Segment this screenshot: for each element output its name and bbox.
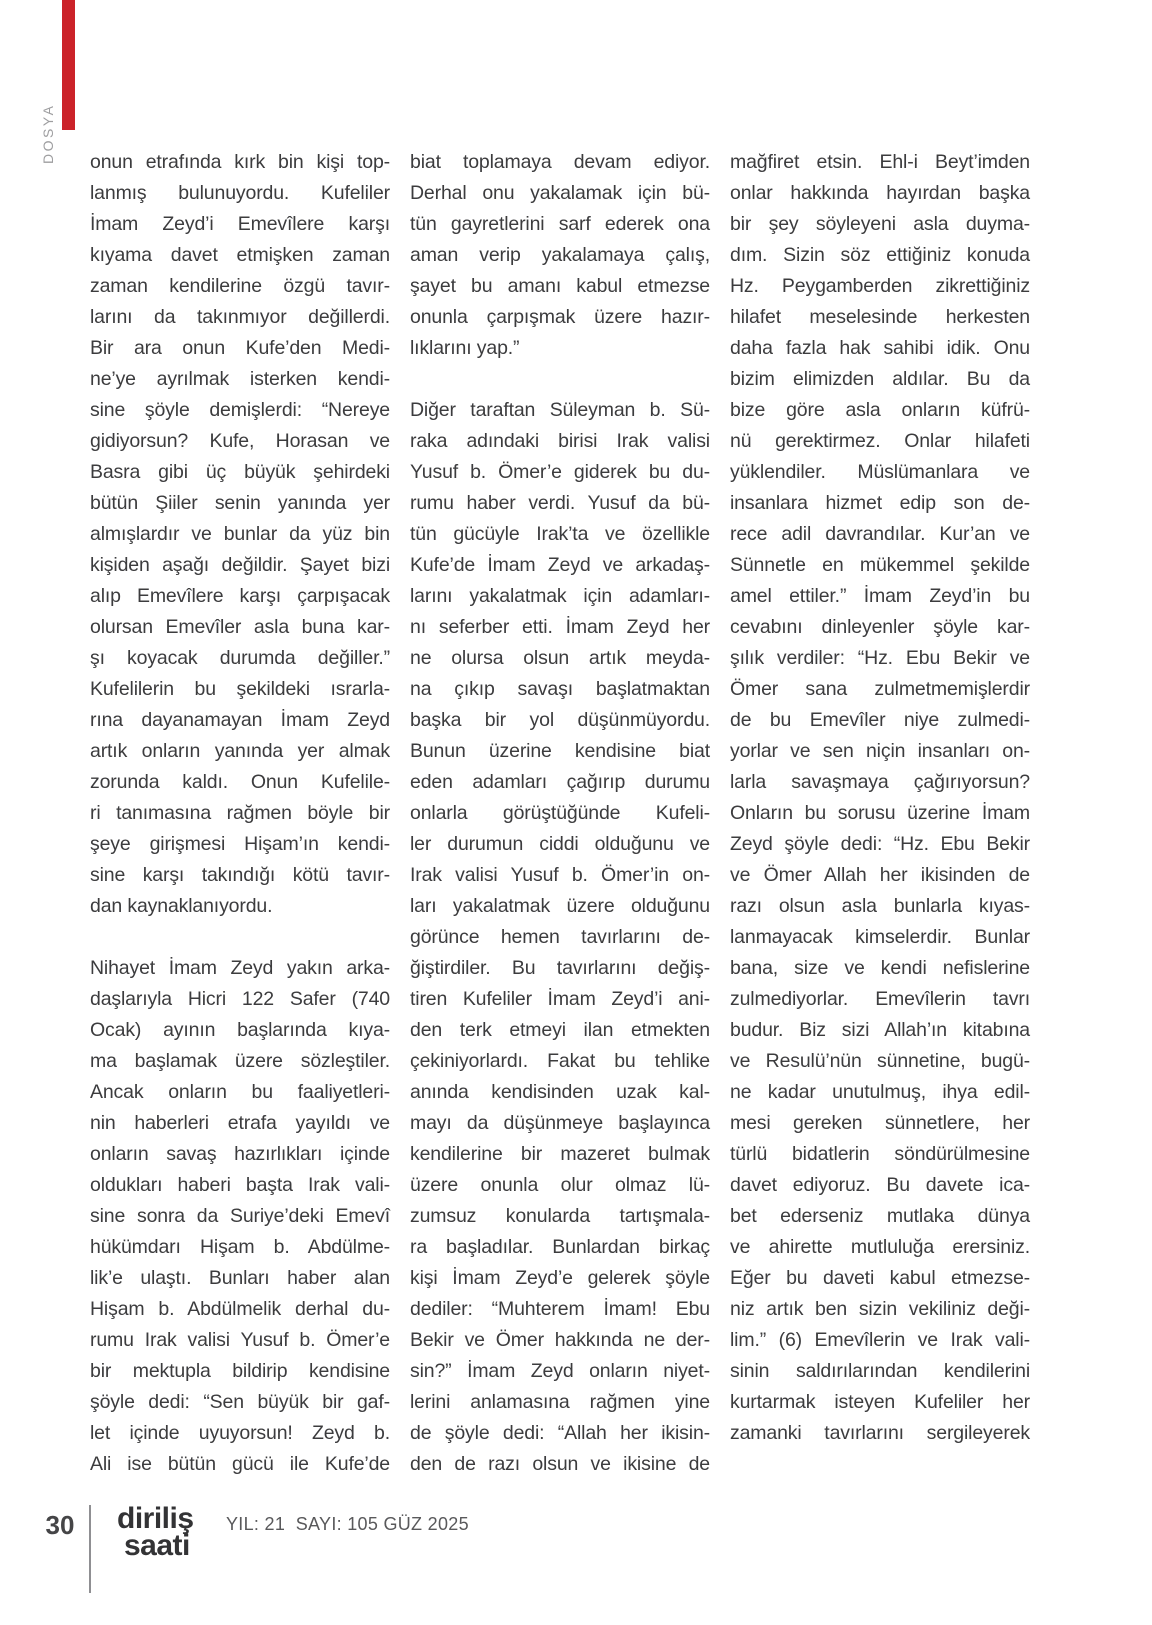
issue-info: YIL: 21 SAYI: 105 GÜZ 2025 <box>226 1514 469 1534</box>
text-line: Kufelilerin bu şekildeki ısrarla- <box>90 678 390 700</box>
text-line: nı seferber etti. İmam Zeyd her <box>410 616 710 638</box>
text-line: onlar hakkında hayırdan başka <box>730 182 1030 204</box>
text-line: hilafet meselesinde herkesten <box>730 306 1030 328</box>
text-line: zaman kendilerine özgü tavır- <box>90 275 390 297</box>
paragraph <box>410 395 710 1480</box>
text-line: larını yakalatmak için adamları- <box>410 585 710 607</box>
text-line: türlü bidatlerin söndürülmesine <box>730 1143 1030 1165</box>
text-line: den terk etmeyi ilan etmekten <box>410 1019 710 1041</box>
text-line: almışlardır ve bunlar da yüz bin <box>90 523 390 545</box>
text-line: bet ederseniz mutlaka dünya <box>730 1205 1030 1227</box>
text-line: anında kendisinden uzak kal- <box>410 1081 710 1103</box>
text-line: onunla çarpışmak üzere hazır- <box>410 306 710 328</box>
text-line: Kufe’de İmam Zeyd ve arkadaş- <box>410 554 710 576</box>
paragraph <box>730 147 1030 1449</box>
text-line: aman verip yakalamaya çalış, <box>410 244 710 266</box>
text-line: daha fazla hak sahibi idik. Onu <box>730 337 1030 359</box>
text-line: ğiştirdiler. Bu tavırlarını değiş- <box>410 957 710 979</box>
text-line: kurtarmak isteyen Kufeliler her <box>730 1391 1030 1413</box>
text-line: bütün Şiiler senin yanında yer <box>90 492 390 514</box>
text-line: de şöyle dedi: “Allah her ikisin- <box>410 1422 710 1444</box>
text-line: budur. Biz sizi Allah’ın kitabına <box>730 1019 1030 1041</box>
text-line: eden adamları çağırıp durumu <box>410 771 710 793</box>
text-line: Zeyd şöyle dedi: “Hz. Ebu Bekir <box>730 833 1030 855</box>
paragraph <box>410 147 710 364</box>
text-line: şöyle dedi: “Sen büyük bir gaf- <box>90 1391 390 1413</box>
text-line: Ancak onların bu faaliyetleri- <box>90 1081 390 1103</box>
text-line: Ocak) ayının başlarında kıya- <box>90 1019 390 1041</box>
text-line: nin haberleri etrafa yayıldı ve <box>90 1112 390 1134</box>
text-line: razı olsun asla bunlarla kıyas- <box>730 895 1030 917</box>
text-line: bir şey söyleyeni asla duyma- <box>730 213 1030 235</box>
text-line: bana, size ve kendi nefislerine <box>730 957 1030 979</box>
text-line: sine karşı takındığı kötü tavır- <box>90 864 390 886</box>
text-line: şeye girişmesi Hişam’ın kendi- <box>90 833 390 855</box>
text-line: sine şöyle demişlerdi: “Nereye <box>90 399 390 421</box>
text-line: daşlarıyla Hicri 122 Safer (740 <box>90 988 390 1010</box>
text-line: de bu Emevîler niye zulmedi- <box>730 709 1030 731</box>
text-line: ri tanımasına rağmen böyle bir <box>90 802 390 824</box>
magazine-logo-line1: diriliş <box>117 1502 194 1535</box>
text-line: Diğer taraftan Süleyman b. Sü- <box>410 399 710 421</box>
text-line: Irak valisi Yusuf b. Ömer’in on- <box>410 864 710 886</box>
text-line: şılık verdiler: “Hz. Ebu Bekir ve <box>730 647 1030 669</box>
paragraph <box>90 147 390 922</box>
text-line: çekiniyorlardı. Fakat bu tehlike <box>410 1050 710 1072</box>
text-line: lanmış bulunuyordu. Kufeliler <box>90 182 390 204</box>
text-line: zumsuz konularda tartışmala- <box>410 1205 710 1227</box>
text-line: onlarla görüştüğünde Kufeli- <box>410 802 710 824</box>
text-line: dım. Sizin söz ettiğiniz konuda <box>730 244 1030 266</box>
text-line: lıklarını yap.” <box>410 337 520 359</box>
text-line: tün gayretlerini sarf ederek ona <box>410 213 710 235</box>
text-line: Derhal onu yakalamak için bü- <box>410 182 710 204</box>
text-line: nü gerektirmez. Onlar hilafeti <box>730 430 1030 452</box>
text-line: Sünnetle en mükemmel şekilde <box>730 554 1030 576</box>
text-line: ne’ye ayrılmak isterken kendi- <box>90 368 390 390</box>
text-line: raka adındaki birisi Irak valisi <box>410 430 710 452</box>
text-column-3 <box>730 147 1030 1449</box>
text-line: üzere onunla olur olmaz lü- <box>410 1174 710 1196</box>
text-line: na çıkıp savaşı başlatmaktan <box>410 678 710 700</box>
text-line: görünce hemen tavırlarını de- <box>410 926 710 948</box>
text-line: lerini anlamasına rağmen yine <box>410 1391 710 1413</box>
text-line: Eğer bu daveti kabul etmezse- <box>730 1267 1030 1289</box>
text-line: dan kaynaklanıyordu. <box>90 895 273 917</box>
text-line: zorunda kaldı. Onun Kufelile- <box>90 771 390 793</box>
text-line: hükümdarı Hişam b. Abdülme- <box>90 1236 390 1258</box>
text-line: Yusuf b. Ömer’e giderek bu du- <box>410 461 710 483</box>
text-line: oldukları haberi başta Irak vali- <box>90 1174 390 1196</box>
text-line: şayet bu amanı kabul etmezse <box>410 275 710 297</box>
text-line: gidiyorsun? Kufe, Horasan ve <box>90 430 390 452</box>
text-line: sine sonra da Suriye’deki Emevî <box>90 1205 390 1227</box>
text-line: Ömer sana zulmetmemişlerdir <box>730 678 1030 700</box>
text-line: rumu haber verdi. Yusuf da bü- <box>410 492 710 514</box>
text-line: ra başladılar. Bunlardan birkaç <box>410 1236 710 1258</box>
text-line: Bir ara onun Kufe’den Medi- <box>90 337 390 359</box>
text-line: lanmayacak kimselerdir. Bunlar <box>730 926 1030 948</box>
text-line: artık onların yanında yer almak <box>90 740 390 762</box>
text-line: zulmediyorlar. Emevîlerin tavrı <box>730 988 1030 1010</box>
text-line: İmam Zeyd’i Emevîlere karşı <box>90 213 390 235</box>
text-line: yorlar ve sen niçin insanları on- <box>730 740 1030 762</box>
text-line: kendilerine bir mazeret bulmak <box>410 1143 710 1165</box>
text-line: kişiden aşağı değildir. Şayet bizi <box>90 554 390 576</box>
magazine-logo <box>117 1502 194 1562</box>
text-line: lim.” (6) Emevîlerin ve Irak vali- <box>730 1329 1030 1351</box>
text-line: ne kadar unutulmuş, ihya edil- <box>730 1081 1030 1103</box>
text-line: Hz. Peygamberden zikrettiğiniz <box>730 275 1030 297</box>
text-line: Hişam b. Abdülmelik derhal du- <box>90 1298 390 1320</box>
text-line: olursan Emevîler asla buna kar- <box>90 616 390 638</box>
text-line: rına dayanamayan İmam Zeyd <box>90 709 390 731</box>
text-line: sin?” İmam Zeyd onların niyet- <box>410 1360 710 1382</box>
text-line: lik’e ulaştı. Bunları haber alan <box>90 1267 390 1289</box>
text-line: ne olursa olsun artık meyda- <box>410 647 710 669</box>
text-line: ler durumun ciddi olduğunu ve <box>410 833 710 855</box>
text-line: ve Ömer Allah her ikisinden de <box>730 864 1030 886</box>
text-line: cevabını dinleyenler şöyle kar- <box>730 616 1030 638</box>
text-line: Nihayet İmam Zeyd yakın arka- <box>90 957 390 979</box>
text-line: kişi İmam Zeyd’e gelerek şöyle <box>410 1267 710 1289</box>
text-line: mesi gereken sünnetlere, her <box>730 1112 1030 1134</box>
text-line: den de razı olsun ve ikisine de <box>410 1453 710 1475</box>
section-label: DOSYA <box>40 103 56 164</box>
text-line: ma başlamak üzere sözleştiler. <box>90 1050 390 1072</box>
text-line: başka bir yol düşünmüyordu. <box>410 709 710 731</box>
text-line: mağfiret etsin. Ehl-i Beyt’imden <box>730 151 1030 173</box>
text-line: larını da takınmıyor değillerdi. <box>90 306 390 328</box>
text-line: amel ettiler.” İmam Zeyd’in bu <box>730 585 1030 607</box>
text-line: larla savaşmaya çağırıyorsun? <box>730 771 1030 793</box>
text-line: dediler: “Muhterem İmam! Ebu <box>410 1298 710 1320</box>
text-line: onun etrafında kırk bin kişi top- <box>90 151 390 173</box>
text-line: ve Resulü’nün sünnetine, bugü- <box>730 1050 1030 1072</box>
text-line: bizim elimizden aldılar. Bu da <box>730 368 1030 390</box>
text-line: let içinde uyuyorsun! Zeyd b. <box>90 1422 390 1444</box>
page-number: 30 <box>45 1510 75 1540</box>
footer-divider <box>89 1505 91 1593</box>
text-line: insanlara hizmet edip son de- <box>730 492 1030 514</box>
text-line: sinin saldırılarından kendilerini <box>730 1360 1030 1382</box>
text-line: zamanki tavırlarını sergileyerek <box>730 1422 1030 1444</box>
magazine-logo-line2: saati <box>124 1529 190 1562</box>
paragraph <box>90 953 390 1480</box>
text-column-2 <box>410 147 710 1480</box>
text-line: Basra gibi üç büyük şehirdeki <box>90 461 390 483</box>
text-line: alıp Emevîlere karşı çarpışacak <box>90 585 390 607</box>
text-line: rece adil davrandılar. Kur’an ve <box>730 523 1030 545</box>
text-line: şı koyacak durumda değiller.” <box>90 647 390 669</box>
section-accent-bar <box>62 0 75 130</box>
text-line: Bunun üzerine kendisine biat <box>410 740 710 762</box>
text-line: rumu Irak valisi Yusuf b. Ömer’e <box>90 1329 390 1351</box>
text-line: onların savaş hazırlıkları içinde <box>90 1143 390 1165</box>
text-line: biat toplamaya devam ediyor. <box>410 151 710 173</box>
text-line: mayı da düşünmeye başlayınca <box>410 1112 710 1134</box>
text-line: ve ahirette mutluluğa erersiniz. <box>730 1236 1030 1258</box>
text-line: niz artık ben sizin vekiliniz deği- <box>730 1298 1030 1320</box>
text-line: tün gücüyle Irak’ta ve özellikle <box>410 523 710 545</box>
text-line: ları yakalatmak üzere olduğunu <box>410 895 710 917</box>
text-line: bize göre asla onların küfrü- <box>730 399 1030 421</box>
text-line: Onların bu sorusu üzerine İmam <box>730 802 1030 824</box>
text-line: Bekir ve Ömer hakkında ne der- <box>410 1329 710 1351</box>
text-line: davet ediyoruz. Bu davete ica- <box>730 1174 1030 1196</box>
text-line: bir mektupla bildirip kendisine <box>90 1360 390 1382</box>
text-line: tiren Kufeliler İmam Zeyd’i ani- <box>410 988 710 1010</box>
text-line: yüklendiler. Müslümanlara ve <box>730 461 1030 483</box>
text-line: Ali ise bütün gücü ile Kufe’de <box>90 1453 390 1475</box>
text-column-1 <box>90 147 390 1480</box>
text-line: kıyama davet etmişken zaman <box>90 244 390 266</box>
